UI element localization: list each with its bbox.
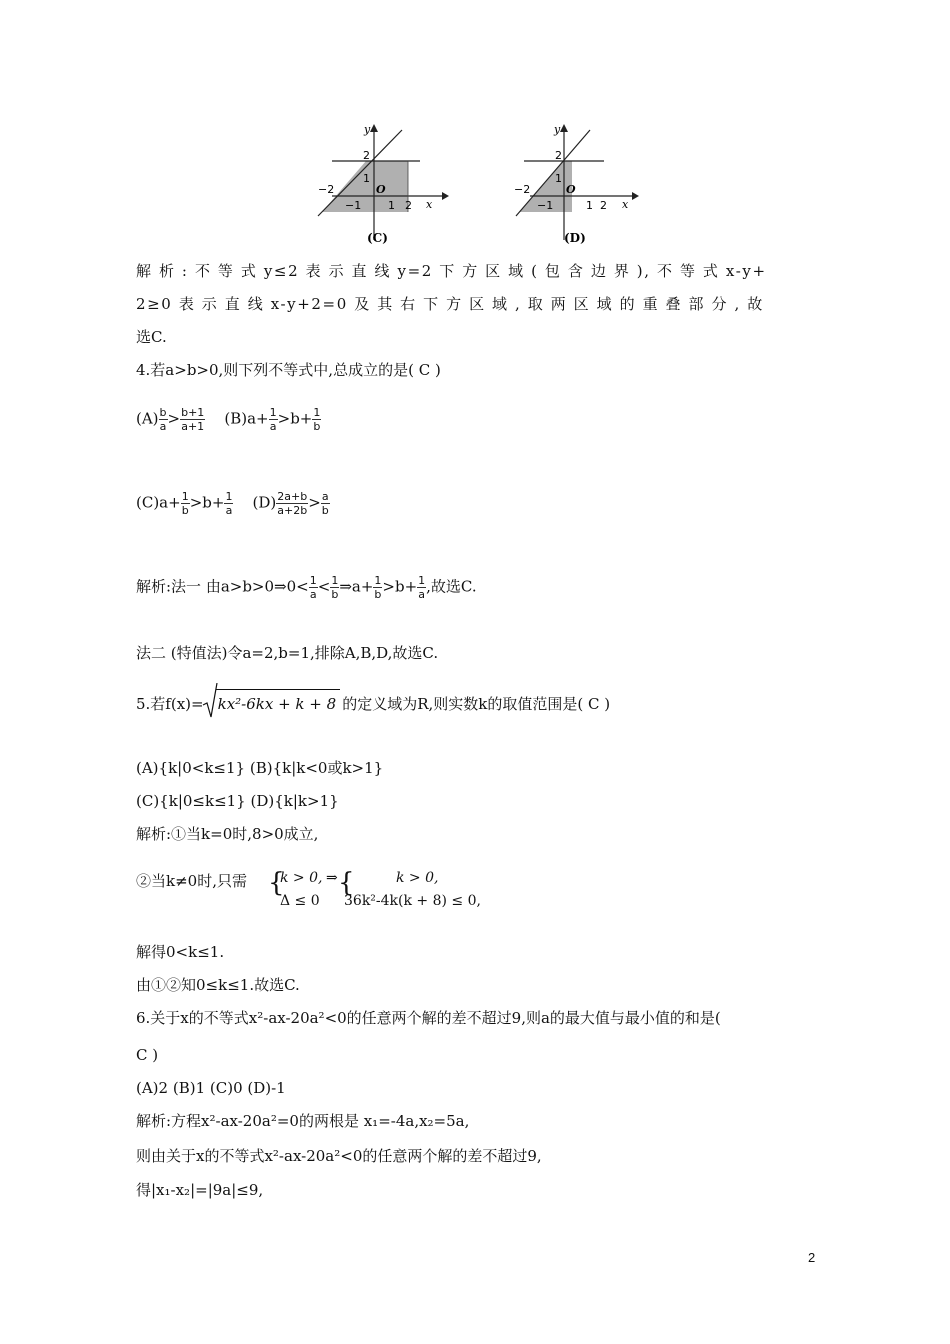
svg-text:y: y [554,123,561,136]
svg-text:1: 1 [388,199,395,212]
svg-text:2: 2 [600,199,607,212]
svg-text:2: 2 [405,199,412,212]
option-4c: (C)a+ $\frac{1}{b}$ >b+ $\frac{1}{a}$ (D) $\frac{2a+b}{a+2b}$ > $\frac{a}{b}$ [136,490,329,517]
svg-text:x: x [426,198,433,211]
options-6: (A)2 (B)1 (C)0 (D)-1 [136,1079,286,1097]
svg-text:2: 2 [555,149,562,162]
axis-y-label: y [364,123,371,136]
solution-5-step-4: 由①②知0≤k≤1.故选C. [136,976,300,994]
svg-text:−2: −2 [318,183,335,196]
svg-text:2: 2 [363,149,370,162]
solution-6-line-2: 则由关于x的不等式x²-ax-20a²<0的任意两个解的差不超过9, [136,1147,542,1165]
solution-6-line-1: 解析:方程x²-ax-20a²=0的两根是 x₁=-4a,x₂=5a, [136,1112,470,1130]
solution-5-step-1: 解析:①当k=0时,8>0成立, [136,825,319,843]
sqrt-expression: kx²-6kx + k + 8 [204,689,341,714]
svg-text:−1: −1 [345,199,362,212]
solution-5-step-3: 解得0<k≤1. [136,943,225,961]
solution-3-line-1: 解 析 : 不 等 式 y≤2 表 示 直 线 y=2 下 方 区 域 ( 包 含 边 界 ), 不 等 式 x-y+ [136,262,767,280]
question-4: 4.若a>b>0,则下列不等式中,总成立的是( C ) [136,361,441,379]
svg-text:−1: −1 [537,199,554,212]
svg-text:O: O [566,183,576,196]
svg-text:1: 1 [586,199,593,212]
option-4a: (A) $\frac{b}{a}$ > $\frac{b+1}{a+1}$ (B)a+ $\frac{1}{a}$ >b+ $\frac{1}{b}$ [136,406,321,433]
svg-text:−2: −2 [514,183,531,196]
solution-5-step-2: ②当k≠0时,只需 [136,872,247,890]
options-5ab: (A){k|0<k≤1} (B){k|k<0或k>1} [136,759,384,777]
question-6-line-1: 6.关于x的不等式x²-ax-20a²<0的任意两个解的差不超过9,则a的最大值与最小值的和是( [136,1009,721,1027]
options-5cd: (C){k|0≤k≤1} (D){k|k>1} [136,792,339,810]
svg-text:1: 1 [555,172,562,185]
question-5: 5.若f(x)= kx²-6kx + k + 8 的定义域为R,则实数k的取值范围是( C ) [136,689,610,714]
svg-text:1: 1 [363,172,370,185]
solution-3-line-3: 选C. [136,328,167,346]
graph-caption: (D) [564,231,586,245]
solution-4-method-2: 法二 (特值法)令a=2,b=1,排除A,B,D,故选C. [136,644,439,662]
graph-c [312,120,452,248]
svg-text:x: x [622,198,629,211]
page-number: 2 [808,1250,816,1265]
solution-6-line-3: 得|x₁-x₂|=|9a|≤9, [136,1181,264,1199]
question-6-line-2: C ) [136,1046,159,1064]
solution-4-method-1: 解析:法一 由a>b>0⇒0< $\frac{1}{a}$ < $\frac{1}{b}$ ⇒a+ $\frac{1}{b}$ >b+ $\frac{1}{a}$ ,故选C. [136,574,477,601]
solution-3-line-2: 2≥0 表 示 直 线 x-y+2=0 及 其 右 下 方 区 域 , 取 两 区 域 的 重 叠 部 分 , 故 [136,295,764,313]
svg-text:O: O [376,183,386,196]
graph-d [510,120,650,248]
graph-caption: (C) [367,231,388,245]
